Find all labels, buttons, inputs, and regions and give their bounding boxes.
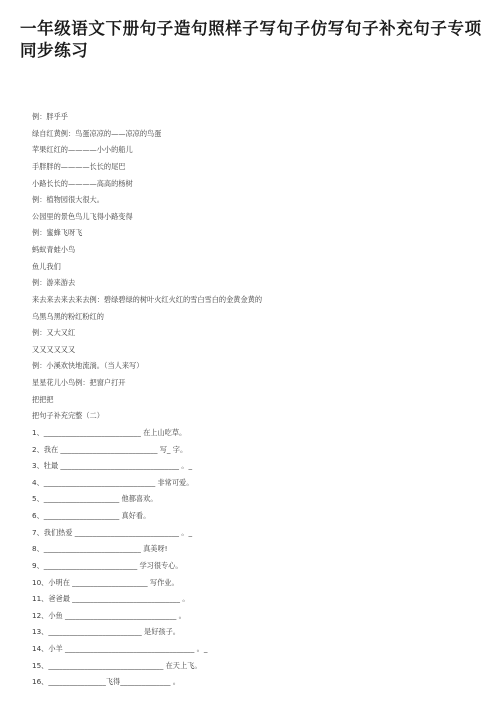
- exercise-item: 12、小鱼 _______________________________ 。: [32, 610, 186, 620]
- exercise-item: 11、爸爸最 ______________________________ 。: [32, 594, 190, 604]
- text-line: 星星花儿小鸟例：把窗户打开: [32, 378, 126, 387]
- text-line: 手胖胖的————长长的尾巴: [32, 161, 126, 171]
- text-line: 鱼儿我们: [32, 261, 61, 271]
- text-line: 来去来去来去来去例：碧绿碧绿的树叶火红火红的雪白雪白的金黄金黄的: [32, 294, 263, 304]
- text-line: 苹果红红的————小小的船儿: [32, 145, 133, 155]
- text-line: 例：游来游去: [32, 278, 76, 288]
- exercise-item: 1、___________________________ 在上山吃草。: [32, 427, 187, 437]
- exercise-item: 16、________________飞得______________ 。: [32, 677, 180, 687]
- text-line: 公园里的景色鸟儿飞得小路变得: [32, 211, 133, 221]
- text-line: 例：小溪欢快地流淌。（当人来写）: [32, 361, 144, 371]
- text-line: 例：蜜蜂飞呀飞: [32, 228, 83, 238]
- exercise-content: [32, 112, 482, 694]
- text-line: 把把把: [32, 394, 54, 404]
- text-line: 蚂蚁青蛙小鸟: [32, 245, 76, 254]
- exercise-item: 13、__________________________ 是好孩子。: [32, 627, 180, 637]
- text-line: 例：胖乎乎: [32, 112, 68, 121]
- section-heading: 把句子补充完整（二）: [32, 411, 104, 421]
- text-line: 乌黑乌黑的粉红粉红的: [32, 311, 104, 321]
- exercise-item: 8、___________________________ 真美呀!: [32, 544, 168, 554]
- exercise-item: 5、_____________________ 他都喜欢。: [32, 494, 158, 504]
- text-line: 又又又又又又: [32, 344, 76, 354]
- exercise-item: 2、我在 ___________________________ 写_ 字。: [32, 444, 188, 454]
- exercise-item: 6、_____________________ 真好看。: [32, 511, 151, 520]
- exercise-item: 9、__________________________ 学习很专心。: [32, 560, 183, 570]
- exercise-item: 3、牡最 _________________________________ 。_: [32, 461, 193, 471]
- exercise-item: 10、小明在 _____________________ 写作业。: [32, 577, 179, 587]
- text-line: 例：又大又红: [32, 328, 76, 338]
- text-line: 例：植物园很大很大。: [32, 195, 104, 205]
- exercise-item: 14、小羊 ____________________________________ 。_: [32, 644, 208, 653]
- exercise-item: 7、我们热爱 _____________________________ 。_: [32, 527, 193, 537]
- text-line: 绿自红黄例：鸟蛋凉凉的——凉凉的鸟蛋: [32, 128, 162, 138]
- exercise-item: 4、_______________________________ 非常可爱。: [32, 477, 194, 487]
- text-line: 小路长长的————高高的杨树: [32, 178, 133, 188]
- exercise-item: 15、________________________________ 在天上飞。: [32, 660, 202, 670]
- document-title: 一年级语文下册句子造句照样子写句子仿写句子补充句子专项同步练习: [20, 19, 482, 60]
